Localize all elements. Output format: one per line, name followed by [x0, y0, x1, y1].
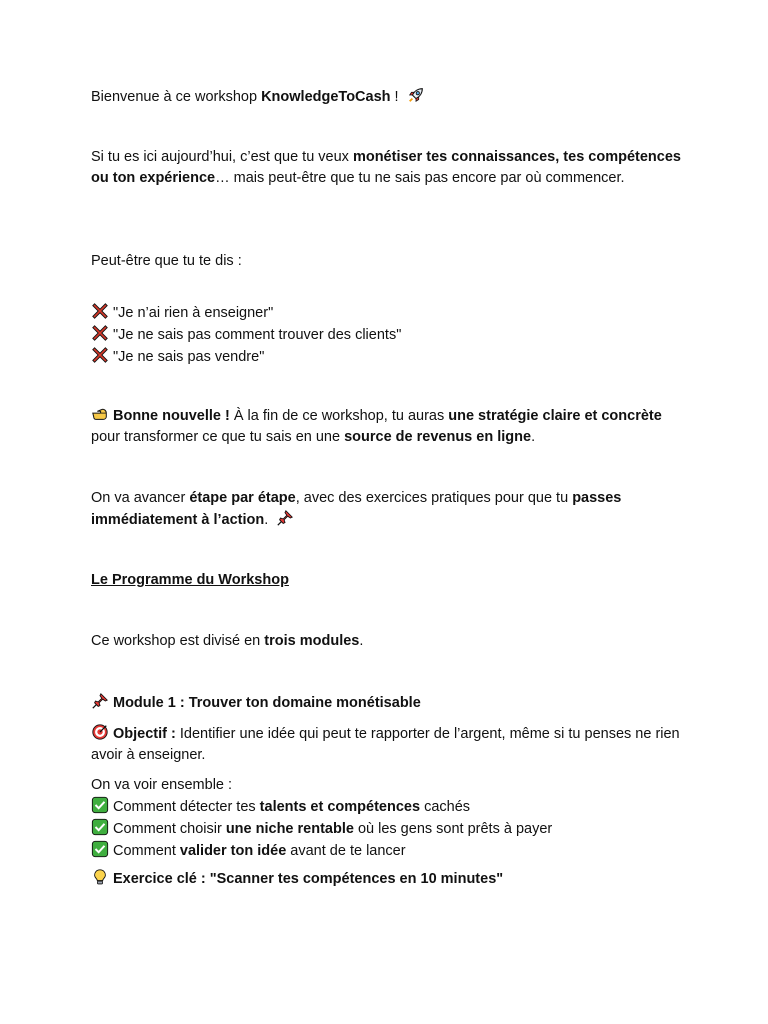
cross-icon [91, 324, 109, 342]
welcome-line: Bienvenue à ce workshop KnowledgeToCash ! [91, 86, 425, 108]
good-news-paragraph: Bonne nouvelle ! À la fin de ce workshop, tu auras une stratégie claire et concrète pour transformer ce que tu sais en une source de revenus en ligne. [91, 405, 681, 448]
list-item: "Je ne sais pas vendre" [91, 346, 401, 368]
list-item: "Je n’ai rien à enseigner" [91, 302, 401, 324]
key-exercise: Exercice clé : "Scanner tes compétences en 10 minutes" [91, 868, 503, 890]
modules-intro: Ce workshop est divisé en trois modules. [91, 633, 364, 649]
list-item: "Je ne sais pas comment trouver des clients" [91, 324, 401, 346]
brand-name: KnowledgeToCash [261, 89, 391, 105]
check-icon [91, 840, 109, 858]
module-checklist [91, 796, 552, 862]
pushpin-icon [276, 509, 294, 527]
module-title: Module 1 : Trouver ton domaine monétisable [91, 692, 421, 714]
module-objective: Objectif : Identifier une idée qui peut te rapporter de l’argent, même si tu penses ne rien avoir à enseigner. [91, 723, 681, 766]
check-icon [91, 796, 109, 814]
doubts-list [91, 302, 401, 368]
list-item: Comment choisir une niche rentable où les gens sont prêts à payer [91, 818, 552, 840]
intro-paragraph: Si tu es ici aujourd’hui, c’est que tu veux monétiser tes connaissances, tes compétences ou ton expérience… mais peut-être que tu ne sais pas encore par où commencer. [91, 149, 681, 186]
step-paragraph: On va avancer étape par étape, avec des exercices pratiques pour que tu passes immédiatement à l’action. [91, 490, 622, 528]
cross-icon [91, 346, 109, 364]
rocket-icon [407, 86, 425, 104]
target-icon [91, 723, 109, 741]
section-title: Le Programme du Workshop [91, 572, 289, 588]
check-icon [91, 818, 109, 836]
pointing-hand-icon [91, 405, 109, 423]
cross-icon [91, 302, 109, 320]
module-list-intro: On va voir ensemble : [91, 777, 233, 793]
doubt-intro: Peut-être que tu te dis : [91, 253, 242, 269]
list-item: Comment détecter tes talents et compétences cachés [91, 796, 552, 818]
list-item: Comment valider ton idée avant de te lancer [91, 840, 552, 862]
pushpin-icon [91, 692, 109, 710]
light-bulb-icon [91, 868, 109, 886]
